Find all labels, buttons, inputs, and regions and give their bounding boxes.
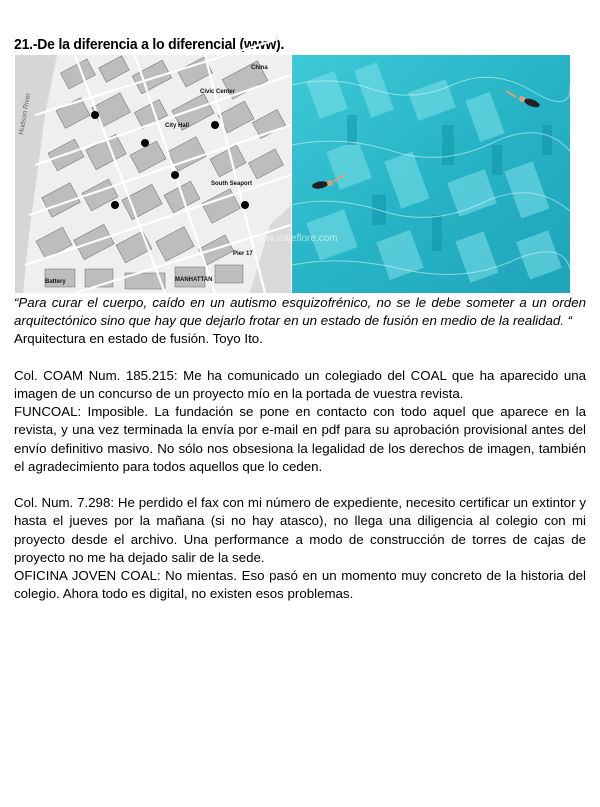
dialog-answer: FUNCOAL: Imposible. La fundación se pone en contacto con todo aquel que aparece en la revista, y una vez terminada la envía por e-mail en pdf para su aprobación provisional antes del envío definitivo masivo. No sólo nos obsesiona la legalidad de los derechos de imagen, también el agradecimiento para todos aquellos que lo ceden. [14, 404, 586, 474]
dialog-question: Col. COAM Num. 185.215: Me ha comunicado un colegiado del COAL que ha aparecido una imagen de un concurso de un proyecto mío en la portada de vuestra revista. [14, 367, 586, 401]
figure [15, 55, 570, 293]
map-label: China [251, 65, 268, 71]
map-label: Battery [45, 279, 66, 285]
watermark: www.viajeflore.com [252, 233, 338, 244]
city-map-image [15, 55, 291, 293]
quote-attribution: Arquitectura en estado de fusión. Toyo Ito. [14, 331, 263, 347]
svg-text:Hudson River: Hudson River [18, 92, 33, 136]
map-label: Civic Center [200, 89, 236, 95]
dialog-question: Col. Num. 7.298: He perdido el fax con mi número de expediente, necesito certificar un extintor y hasta el jueves por la mañana (si no hay atasco), no llega una diligencia al colegio con mi proyecto desde el archivo. Una performance a modo de construcción de torres de cajas de proyecto no me ha dejado salir de la sede. [14, 495, 586, 565]
map-label: South Seaport [211, 181, 253, 187]
map-label: MANHATTAN [175, 277, 213, 283]
quote: “Para curar el cuerpo, caído en un autismo esquizofrénico, no se le debe someter a un orden arquitectónico sino que hay que dejarlo frotar en un estado de fusión en medio de la realidad. “ [14, 295, 586, 329]
page-title: 21.-De la diferencia a lo diferencial (www). [14, 36, 285, 53]
article-body [14, 294, 586, 603]
map-label: Pier 17 [233, 251, 253, 257]
dialog-answer: OFICINA JOVEN COAL: No mientas. Eso pasó en un momento muy concreto de la historia del colegio. Ahora todo es digital, no existen esos problemas. [14, 568, 586, 602]
map-label: City Hall [165, 123, 190, 129]
